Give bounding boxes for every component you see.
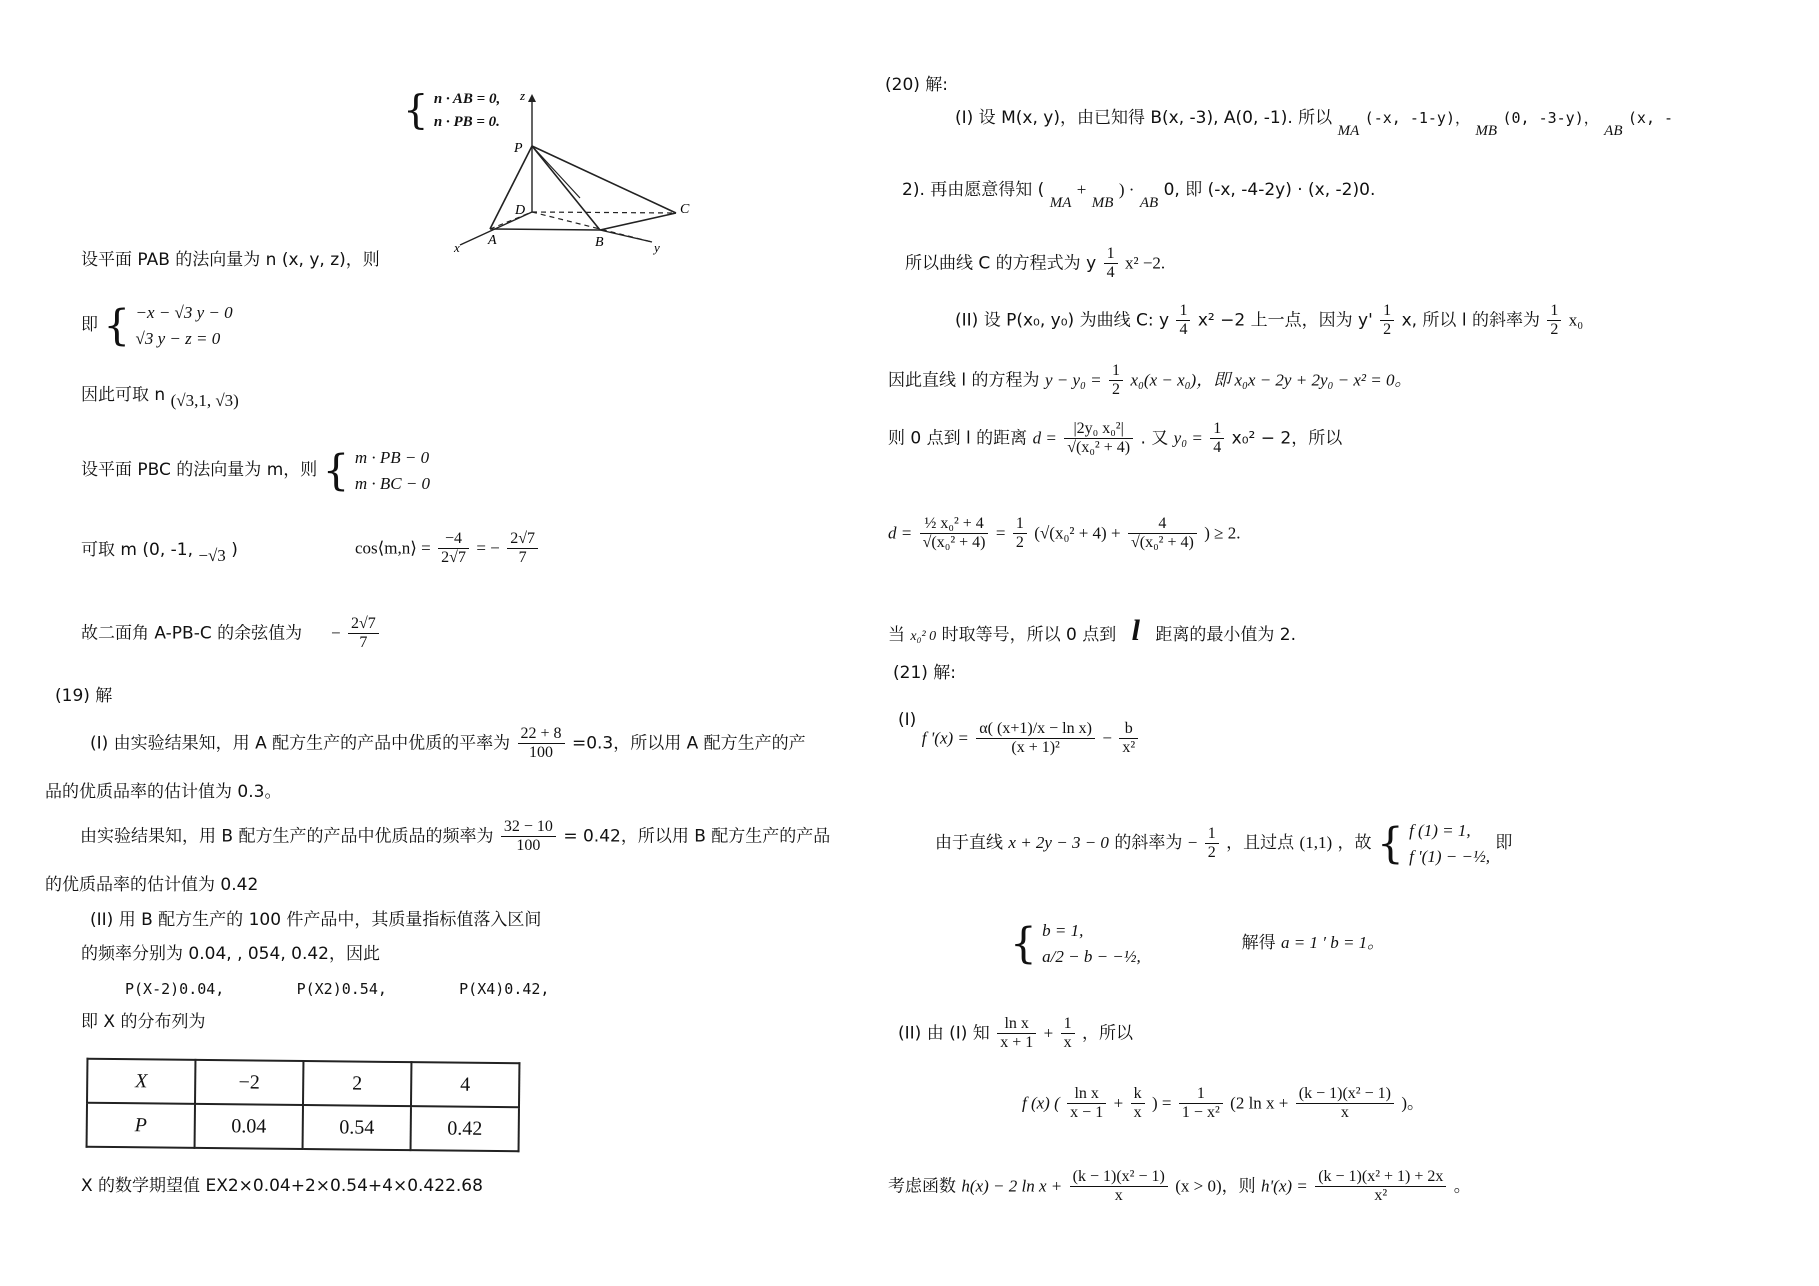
table-cell: 0.04 (195, 1104, 303, 1149)
cos-frac-2: $\frac{2√7}{7}$ (507, 530, 538, 568)
vec-ma: MA (1337, 123, 1360, 139)
point-p-label: P (514, 141, 523, 156)
q21-heading: (21) 解: (893, 663, 957, 683)
point-c-label: C (680, 202, 690, 217)
axis-y-label: y (654, 240, 660, 255)
q19-p1: (I) 由实验结果知，用 A 配方生产的产品中优质的平率为 $\frac{22 + 8}{100}$ =0.3，所以用 A 配方生产的产 (90, 725, 806, 762)
system-top-line2: n · PB = 0. (433, 113, 500, 130)
pbc-normal-text: 设平面 PBC 的法向量为 m，则 (81, 460, 318, 480)
q20-r5: 因此直线 l 的方程为 y − y₀ = $\frac{1}{2}$ x₀(x − x₀)，即 x₀x − 2y + 2y₀ − x² = 0。 (888, 362, 1412, 399)
table-cell: 2 (303, 1061, 411, 1106)
q20-r8: 当 x₀² 0 时取等号，所以 0 点到 l 距离的最小值为 2. (888, 614, 1296, 647)
cos-frac-1: $\frac{-4}{2√7}$ (438, 530, 469, 568)
table-cell: 4 (411, 1062, 519, 1107)
q21-r11: { b = 1, a/2 − b − −½, 解得 a = 1 ′ b = 1。 (1010, 918, 1385, 968)
r10-sys-line2: f '(1) − −½, (1409, 846, 1490, 866)
line-l-symbol: l (1131, 614, 1140, 647)
q21-r10: 由于直线 x + 2y − 3 − 0 的斜率为 − $\frac{1}{2}$ ，且过点 (1,1) ，故 { f (1) = 1, f '(1) − −½, 即 (935, 818, 1513, 868)
r11-sys-line1: b = 1, (1042, 921, 1084, 940)
point-d-label: D (515, 203, 526, 218)
table-cell: X (87, 1059, 195, 1104)
q19-heading: (19) 解 (55, 686, 113, 706)
q20-r3: 所以曲线 C 的方程式为 y $\frac{1}{4}$ x² −2. (905, 245, 1166, 282)
take-n-value: (√3,1, √3) (170, 391, 239, 410)
sys1-line2: √3 y − z = 0 (135, 328, 221, 348)
take-n-line (81, 385, 239, 410)
system-top-line1: n · AB = 0, (433, 91, 501, 107)
equation-system-1: 即 { −x − √3 y − 0 √3 y − z = 0 (81, 300, 233, 350)
q19-p1-cont: 品的优质品率的估计值为 0.3。 (45, 782, 282, 802)
vec-ab-2: AB (1139, 195, 1159, 211)
sys2-line1: m · PB − 0 (354, 448, 430, 467)
sys2-line2: m · BC − 0 (354, 473, 431, 493)
p2-frac: $\frac{32 - 10}{100}$ (501, 818, 556, 856)
q21-r9: (I) f '(x) = $\frac{\text{α( (x+1)/x − ln x)}}{\text{(x + 1)²}}$ − $\frac{b}{\text{x²}}$ (898, 720, 1140, 758)
vec-ab: AB (1604, 123, 1623, 139)
p1-frac: $\frac{22 + 8}{100}$ (518, 725, 565, 763)
dihedral-frac: $\frac{2√7}{7}$ (348, 615, 379, 653)
table-cell: 0.42 (411, 1106, 519, 1151)
vec-ma-2: MA (1049, 195, 1072, 211)
table-cell: −2 (195, 1060, 303, 1105)
table-cell: P (87, 1103, 195, 1148)
dihedral-line (81, 615, 381, 653)
q20-r1: (I) 设 M(x, y)，由已知得 B(x, -3), A(0, -1). 所以 MA (-x, -1-y)， MB (0, -3-y)， AB (x, - (955, 108, 1674, 139)
r10-sys-line1: f (1) = 1, (1409, 821, 1471, 840)
q20-r4: (II) 设 P(x₀, y₀) 为曲线 C: y $\frac{1}{4}$ x² −2 上一点，因为 y' $\frac{1}{2}$ x, 所以 l 的斜率为 $\frac{1}{2}$ x₀ (955, 302, 1584, 339)
take-m-end: ) (231, 540, 238, 560)
q19-p2-cont: 的优质品率的估计值为 0.42 (45, 875, 259, 895)
q21-r13: f (x) ( $\frac{\text{ln x}}{x - 1}$ + $\frac{k}{x}$ ) = $\frac{1}{\text{1 − x²}}$ (2 ln x + $\frac{\text{(k − 1)(x² − 1)}}{x}$ )。 (1022, 1085, 1425, 1122)
pbc-normal-line: 设平面 PBC 的法向量为 m，则 { m · PB − 0 m · BC − 0 (81, 445, 431, 495)
distribution-table (86, 1058, 521, 1153)
cos-eq: = − (476, 538, 500, 558)
take-m-line (81, 540, 238, 565)
vec-mb: MB (1475, 123, 1498, 139)
cos-formula (355, 530, 540, 568)
cos-lhs: cos⟨m,n⟩ = (355, 538, 431, 558)
ji-label: 即 (81, 315, 98, 335)
table-row (87, 1103, 519, 1152)
q19-p6: 即 X 的分布列为 (81, 1012, 206, 1032)
take-n-text: 因此可取 n (81, 385, 166, 405)
q19-p5: P(X-2)0.04, P(X2)0.54, P(X4)0.42, (125, 980, 550, 998)
take-m-text: 可取 m (0, -1, (81, 540, 199, 560)
pab-normal-text: 设平面 PAB 的法向量为 n (x, y, z)，则 (81, 250, 380, 270)
q19-p3: (II) 用 B 配方生产的 100 件产品中，其质量指标值落入区间 (90, 910, 542, 930)
q20-r7: d = $\frac{\text{½ x₀² + 4}}{\text{√(x₀² + 4)}}$ = $\frac{1}{2}$ (√(x₀² + 4) + $\frac{4}{\text{√(x₀² + 4)}}$ ) ≥ 2. (888, 515, 1241, 552)
r11-sys-line2: a/2 − b − −½, (1042, 946, 1141, 966)
q19-p2: 由实验结果知，用 B 配方生产的产品中优质品的频率为 $\frac{32 - 10}{100}$ = 0.42，所以用 B 配方生产的产品 (80, 818, 831, 855)
q19-p4: 的频率分别为 0.04, , 054, 0.42，因此 (81, 944, 380, 964)
q20-r6: 则 0 点到 l 的距离 d = $\frac{\text{|2y₀ x₀²|}}{\text{√(x₀² + 4)}}$ . 又 y₀ = $\frac{1}{4}$ x₀² − 2，所以 (888, 420, 1343, 457)
sys1-line1: −x − √3 y − 0 (135, 303, 233, 322)
q21-r14: 考虑函数 h(x) − 2 ln x + $\frac{\text{(k − 1)(x² − 1)}}{x}$ (x > 0)，则 h'(x) = $\frac{\text{(k − 1)(x² + 1) + 2x}}{\text{x²}}$ 。 (888, 1168, 1471, 1205)
dihedral-text: 故二面角 A-PB-C 的余弦值为 (81, 623, 303, 644)
q20-heading: (20) 解: (885, 75, 949, 95)
dihedral-sign: − (330, 623, 341, 643)
expectation-text: X 的数学期望值 EX2×0.04+2×0.54+4×0.422.68 (81, 1176, 483, 1196)
q21-r12: (II) 由 (I) 知 $\frac{\text{ln x}}{x + 1}$ + $\frac{1}{x}$ ，所以 (898, 1015, 1134, 1052)
take-m-value: −√3 (198, 546, 226, 565)
point-a-label: A (488, 233, 497, 248)
point-b-label: B (595, 235, 604, 250)
axis-x-label: x (454, 240, 460, 255)
axis-z-label: z (520, 88, 526, 103)
table-row (87, 1059, 519, 1108)
vec-mb-2: MB (1091, 195, 1114, 211)
pyramid-figure (440, 80, 710, 255)
table-cell: 0.54 (303, 1105, 411, 1150)
vector-system-top: { n · AB = 0, n · PB = 0. (403, 87, 501, 134)
q20-r2: 2). 再由愿意得知 ( MA + MB ) · AB 0, 即 (-x, -4-2y) · (x, -2)0. (902, 180, 1376, 211)
